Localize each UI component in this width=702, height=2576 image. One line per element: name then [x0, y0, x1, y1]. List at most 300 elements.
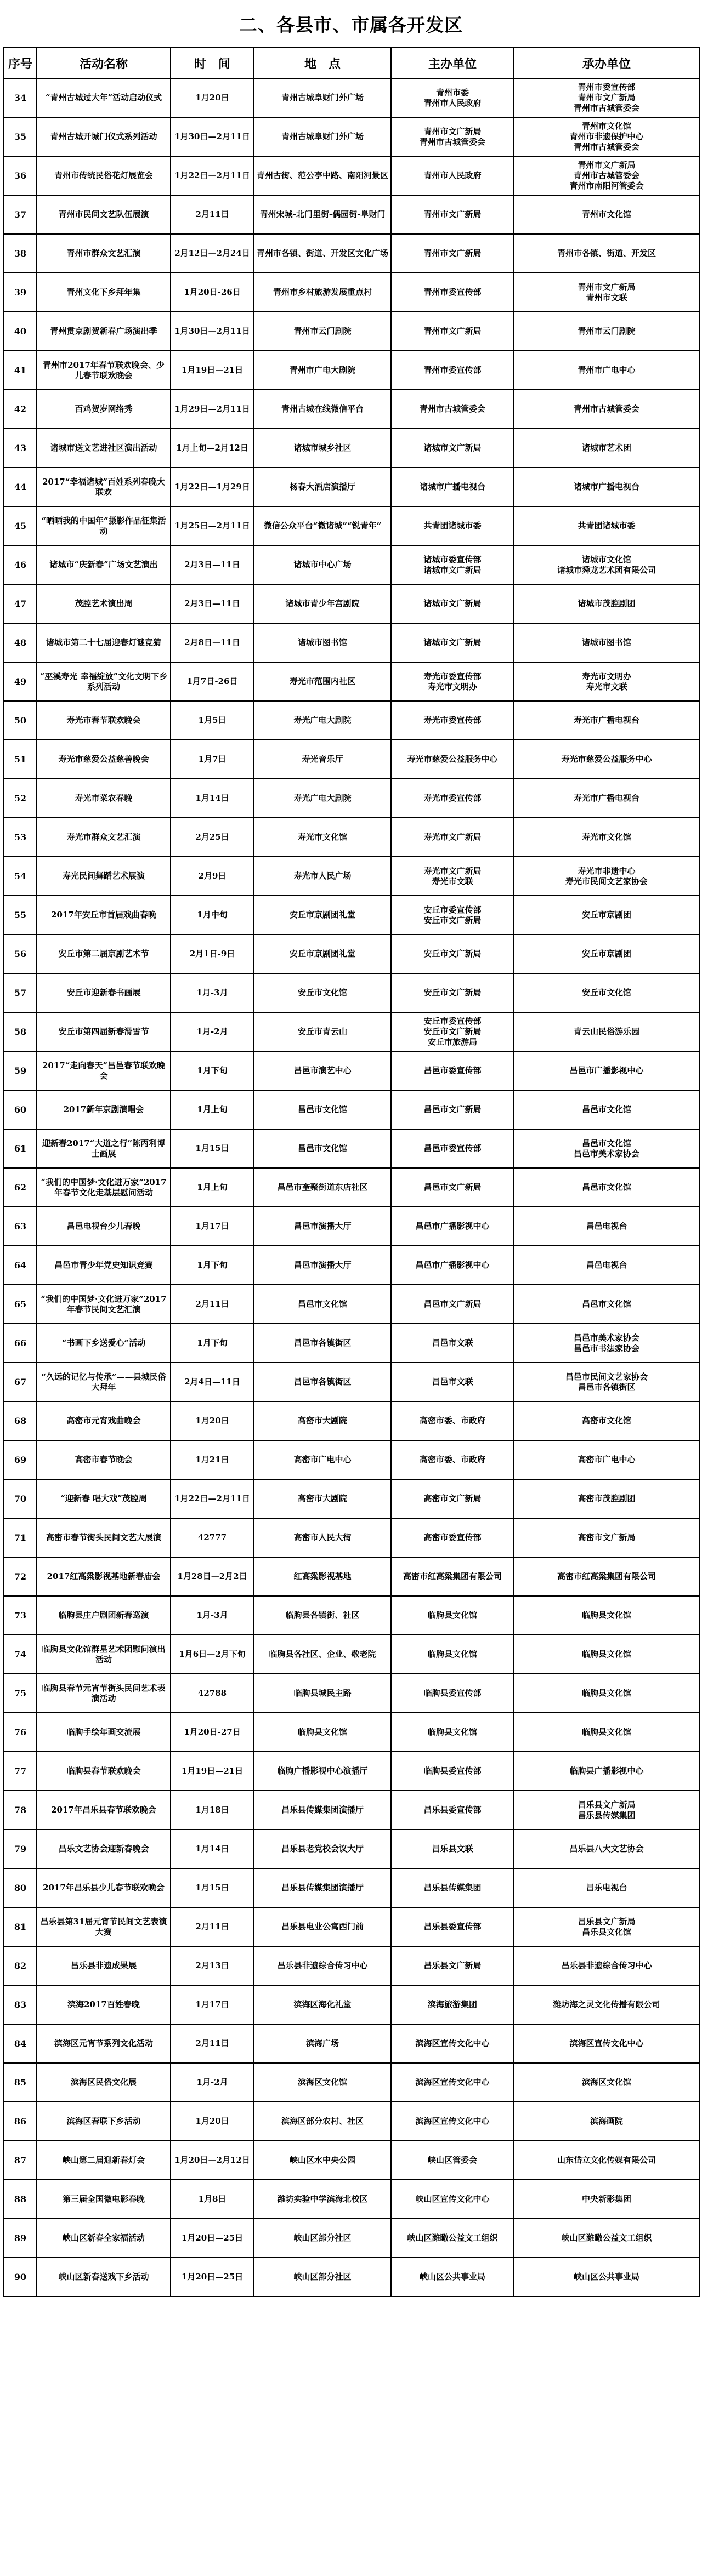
seq-cell: 55 — [4, 896, 37, 934]
host-cell: 临朐县文化馆 — [391, 1596, 514, 1635]
host-cell: 昌乐县委宣传部 — [391, 1791, 514, 1830]
table-row — [4, 662, 699, 701]
location-cell: 寿光市人民广场 — [254, 857, 391, 896]
activity-name-cell: 2017“幸福诸城”百姓系列春晚大联欢 — [37, 468, 171, 506]
seq-cell: 58 — [4, 1012, 37, 1051]
time-cell: 1月20日—2月12日 — [171, 2141, 254, 2180]
time-cell: 1月14日 — [171, 1830, 254, 1868]
seq-cell: 35 — [4, 117, 37, 156]
location-cell: 诸城市图书馆 — [254, 623, 391, 662]
location-cell: 临朐县各社区、企业、敬老院 — [254, 1635, 391, 1674]
seq-cell: 79 — [4, 1830, 37, 1868]
activity-name-cell: 2017年昌乐县春节联欢晚会 — [37, 1791, 171, 1830]
time-cell: 1月20日 — [171, 1401, 254, 1440]
location-cell: 昌乐县老党校会议大厅 — [254, 1830, 391, 1868]
seq-cell: 45 — [4, 506, 37, 545]
host-cell: 寿光市文广新局 寿光市文联 — [391, 857, 514, 896]
organizer-cell: 青州市古城管委会 — [514, 390, 699, 429]
time-cell: 1月22日—2月11日 — [171, 1479, 254, 1518]
table-row — [4, 857, 699, 896]
seq-cell: 43 — [4, 429, 37, 468]
activity-name-cell: 寿光市慈爱公益慈善晚会 — [37, 740, 171, 779]
table-row — [4, 1635, 699, 1674]
seq-cell: 78 — [4, 1791, 37, 1830]
activity-name-cell: 峡山区新春全家福活动 — [37, 2219, 171, 2258]
time-cell: 1月6日—2月下旬 — [171, 1635, 254, 1674]
seq-cell: 84 — [4, 2024, 37, 2063]
location-cell: 安丘市京剧团礼堂 — [254, 896, 391, 934]
seq-cell: 64 — [4, 1246, 37, 1285]
header-time: 时 间 — [171, 48, 254, 78]
activity-name-cell: 安丘市第四届新春滑雪节 — [37, 1012, 171, 1051]
seq-cell: 86 — [4, 2102, 37, 2141]
seq-cell: 48 — [4, 623, 37, 662]
location-cell: 寿光市范围内社区 — [254, 662, 391, 701]
organizer-cell: 寿光市文明办 寿光市文联 — [514, 662, 699, 701]
table-row — [4, 2258, 699, 2296]
location-cell: 青州市乡村旅游发展重点村 — [254, 273, 391, 312]
host-cell: 诸城市委宣传部 诸城市文广新局 — [391, 545, 514, 584]
host-cell: 昌邑市文广新局 — [391, 1168, 514, 1207]
seq-cell: 88 — [4, 2180, 37, 2219]
time-cell: 2月25日 — [171, 818, 254, 857]
activity-name-cell: “我们的中国梦·文化进万家”2017年春节民间文艺汇演 — [37, 1285, 171, 1324]
organizer-cell: 峡山区潍瞰公益文工组织 — [514, 2219, 699, 2258]
activity-name-cell: “久远的记忆与传承”——县城民俗大拜年 — [37, 1363, 171, 1401]
location-cell: 红高粱影视基地 — [254, 1557, 391, 1596]
organizer-cell: 青州市文广新局 青州市文联 — [514, 273, 699, 312]
organizer-cell: 昌邑市美术家协会 昌邑市书法家协会 — [514, 1324, 699, 1363]
table-row — [4, 1479, 699, 1518]
seq-cell: 51 — [4, 740, 37, 779]
host-cell: 昌邑市文联 — [391, 1324, 514, 1363]
location-cell: 青州古城在线微信平台 — [254, 390, 391, 429]
organizer-cell: 临朐县广播影视中心 — [514, 1752, 699, 1791]
seq-cell: 68 — [4, 1401, 37, 1440]
title-bar — [3, 0, 699, 47]
time-cell: 1月17日 — [171, 1207, 254, 1246]
location-cell: 寿光广电大剧院 — [254, 779, 391, 818]
time-cell: 2月11日 — [171, 1285, 254, 1324]
organizer-cell: 共青团诸城市委 — [514, 506, 699, 545]
location-cell: 高密市大剧院 — [254, 1479, 391, 1518]
host-cell: 临朐县委宣传部 — [391, 1752, 514, 1791]
table-row — [4, 468, 699, 506]
table-row — [4, 2102, 699, 2141]
host-cell: 高密市委、市政府 — [391, 1401, 514, 1440]
seq-cell: 57 — [4, 973, 37, 1012]
location-cell: 滨海区海化礼堂 — [254, 1985, 391, 2024]
time-cell: 2月3日—11日 — [171, 545, 254, 584]
location-cell: 潍坊实验中学滨海北校区 — [254, 2180, 391, 2219]
time-cell: 1月20日—25日 — [171, 2219, 254, 2258]
time-cell: 1月25日—2月11日 — [171, 506, 254, 545]
time-cell: 2月11日 — [171, 195, 254, 234]
activity-name-cell: 寿光市菜农春晚 — [37, 779, 171, 818]
organizer-cell: 高密市广电中心 — [514, 1440, 699, 1479]
host-cell: 滨海区宣传文化中心 — [391, 2024, 514, 2063]
time-cell: 1月15日 — [171, 1129, 254, 1168]
table-row — [4, 779, 699, 818]
location-cell: 昌邑市文化馆 — [254, 1285, 391, 1324]
activity-name-cell: 诸城市送文艺进社区演出活动 — [37, 429, 171, 468]
table-row — [4, 934, 699, 973]
seq-cell: 76 — [4, 1713, 37, 1752]
time-cell: 1月上旬 — [171, 1168, 254, 1207]
host-cell: 青州市文广新局 — [391, 195, 514, 234]
location-cell: 临朐县文化馆 — [254, 1713, 391, 1752]
activity-name-cell: 青州市传统民俗花灯展览会 — [37, 156, 171, 195]
table-row — [4, 1752, 699, 1791]
organizer-cell: 临朐县文化馆 — [514, 1596, 699, 1635]
organizer-cell: 青州市云门剧院 — [514, 312, 699, 351]
location-cell: 诸城市中心广场 — [254, 545, 391, 584]
activity-name-cell: 峡山区新春送戏下乡活动 — [37, 2258, 171, 2296]
seq-cell: 59 — [4, 1051, 37, 1090]
host-cell: 共青团诸城市委 — [391, 506, 514, 545]
location-cell: 昌邑市文化馆 — [254, 1090, 391, 1129]
time-cell: 2月11日 — [171, 2024, 254, 2063]
seq-cell: 66 — [4, 1324, 37, 1363]
organizer-cell: 昌邑电视台 — [514, 1246, 699, 1285]
location-cell: 安丘市青云山 — [254, 1012, 391, 1051]
seq-cell: 67 — [4, 1363, 37, 1401]
location-cell: 昌邑市演播大厅 — [254, 1207, 391, 1246]
events-table — [3, 47, 700, 2297]
organizer-cell: 昌邑电视台 — [514, 1207, 699, 1246]
time-cell: 2月9日 — [171, 857, 254, 896]
organizer-cell: 诸城市茂腔剧团 — [514, 584, 699, 623]
time-cell: 2月8日—11日 — [171, 623, 254, 662]
host-cell: 青州市人民政府 — [391, 156, 514, 195]
organizer-cell: 昌乐县非遗综合传习中心 — [514, 1946, 699, 1985]
organizer-cell: 临朐县文化馆 — [514, 1635, 699, 1674]
host-cell: 昌邑市文联 — [391, 1363, 514, 1401]
activity-name-cell: 青州市群众文艺汇演 — [37, 234, 171, 273]
host-cell: 滨海区宣传文化中心 — [391, 2063, 514, 2102]
time-cell: 42777 — [171, 1518, 254, 1557]
location-cell: 昌邑市文化馆 — [254, 1129, 391, 1168]
host-cell: 临朐县委宣传部 — [391, 1674, 514, 1713]
host-cell: 峡山区宣传文化中心 — [391, 2180, 514, 2219]
organizer-cell: 安丘市京剧团 — [514, 934, 699, 973]
organizer-cell: 青州市文化馆 青州市非遗保护中心 青州市古城管委会 — [514, 117, 699, 156]
activity-name-cell: 高密市春节街头民间文艺大展演 — [37, 1518, 171, 1557]
seq-cell: 50 — [4, 701, 37, 740]
host-cell: 滨海旅游集团 — [391, 1985, 514, 2024]
location-cell: 昌乐县传媒集团演播厅 — [254, 1791, 391, 1830]
host-cell: 青州市委宣传部 — [391, 273, 514, 312]
organizer-cell: 昌邑市文化馆 — [514, 1285, 699, 1324]
organizer-cell: 高密市文化馆 — [514, 1401, 699, 1440]
location-cell: 安丘市文化馆 — [254, 973, 391, 1012]
organizer-cell: 山东岱立文化传媒有限公司 — [514, 2141, 699, 2180]
organizer-cell: 滨海画院 — [514, 2102, 699, 2141]
time-cell: 1月8日 — [171, 2180, 254, 2219]
time-cell: 1月15日 — [171, 1868, 254, 1907]
organizer-cell: 临朐县文化馆 — [514, 1713, 699, 1752]
location-cell: 峡山区部分社区 — [254, 2219, 391, 2258]
host-cell: 昌邑市委宣传部 — [391, 1051, 514, 1090]
organizer-cell: 昌乐县八大文艺协会 — [514, 1830, 699, 1868]
seq-cell: 54 — [4, 857, 37, 896]
activity-name-cell: 滨海区元宵节系列文化活动 — [37, 2024, 171, 2063]
time-cell: 2月13日 — [171, 1946, 254, 1985]
organizer-cell: 青云山民俗游乐园 — [514, 1012, 699, 1051]
organizer-cell: 滨海区宣传文化中心 — [514, 2024, 699, 2063]
time-cell: 2月11日 — [171, 1907, 254, 1946]
host-cell: 诸城市文广新局 — [391, 429, 514, 468]
table-body — [4, 78, 699, 2296]
table-row — [4, 1868, 699, 1907]
organizer-cell: 寿光市文化馆 — [514, 818, 699, 857]
organizer-cell: 青州市文化馆 — [514, 195, 699, 234]
organizer-cell: 青州市文广新局 青州市古城管委会 青州市南阳河管委会 — [514, 156, 699, 195]
table-row — [4, 429, 699, 468]
seq-cell: 52 — [4, 779, 37, 818]
time-cell: 2月1日-9日 — [171, 934, 254, 973]
time-cell: 2月4日—11日 — [171, 1363, 254, 1401]
time-cell: 1月-3月 — [171, 1596, 254, 1635]
seq-cell: 34 — [4, 78, 37, 117]
host-cell: 临朐县文化馆 — [391, 1713, 514, 1752]
table-row — [4, 1985, 699, 2024]
time-cell: 1月21日 — [171, 1440, 254, 1479]
host-cell: 昌邑市委宣传部 — [391, 1129, 514, 1168]
organizer-cell: 昌邑市文化馆 昌邑市美术家协会 — [514, 1129, 699, 1168]
organizer-cell: 寿光市广播电视台 — [514, 701, 699, 740]
time-cell: 1月18日 — [171, 1791, 254, 1830]
activity-name-cell: 2017年安丘市首届戏曲春晚 — [37, 896, 171, 934]
location-cell: 昌邑市奎聚街道东店社区 — [254, 1168, 391, 1207]
host-cell: 昌乐县委宣传部 — [391, 1907, 514, 1946]
seq-cell: 38 — [4, 234, 37, 273]
seq-cell: 77 — [4, 1752, 37, 1791]
activity-name-cell: 寿光民间舞蹈艺术展演 — [37, 857, 171, 896]
activity-name-cell: 百鸡贺岁网络秀 — [37, 390, 171, 429]
header-host: 主办单位 — [391, 48, 514, 78]
location-cell: 青州宋城-北门里街-偶园街-阜财门 — [254, 195, 391, 234]
host-cell: 青州市委宣传部 — [391, 351, 514, 390]
location-cell: 青州市广电大剧院 — [254, 351, 391, 390]
activity-name-cell: 昌乐县第31届元宵节民间文艺表演大赛 — [37, 1907, 171, 1946]
organizer-cell: 诸城市艺术团 — [514, 429, 699, 468]
table-row — [4, 506, 699, 545]
location-cell: 青州市云门剧院 — [254, 312, 391, 351]
organizer-cell: 潍坊海之灵文化传播有限公司 — [514, 1985, 699, 2024]
time-cell: 1月上旬—2月12日 — [171, 429, 254, 468]
seq-cell: 39 — [4, 273, 37, 312]
seq-cell: 56 — [4, 934, 37, 973]
activity-name-cell: 滨海区春联下乡活动 — [37, 2102, 171, 2141]
seq-cell: 72 — [4, 1557, 37, 1596]
activity-name-cell: 滨海区民俗文化展 — [37, 2063, 171, 2102]
seq-cell: 74 — [4, 1635, 37, 1674]
location-cell: 高密市广电中心 — [254, 1440, 391, 1479]
seq-cell: 49 — [4, 662, 37, 701]
location-cell: 诸城市城乡社区 — [254, 429, 391, 468]
activity-name-cell: 诸城市“庆新春”广场文艺演出 — [37, 545, 171, 584]
time-cell: 1月-2月 — [171, 2063, 254, 2102]
activity-name-cell: 诸城市第二十七届迎春灯谜竞猜 — [37, 623, 171, 662]
organizer-cell: 昌乐电视台 — [514, 1868, 699, 1907]
page-title: 二、各县市、市属各开发区 — [239, 14, 463, 36]
table-row — [4, 1518, 699, 1557]
host-cell: 安丘市委宣传部 安丘市文广新局 — [391, 896, 514, 934]
table-row — [4, 390, 699, 429]
location-cell: 青州古城阜财门外广场 — [254, 78, 391, 117]
time-cell: 1月20日 — [171, 2102, 254, 2141]
location-cell: 峡山区水中央公园 — [254, 2141, 391, 2180]
table-row — [4, 623, 699, 662]
host-cell: 青州市委 青州市人民政府 — [391, 78, 514, 117]
time-cell: 1月20日-27日 — [171, 1713, 254, 1752]
table-row — [4, 117, 699, 156]
host-cell: 峡山区潍瞰公益文工组织 — [391, 2219, 514, 2258]
activity-name-cell: “青州古城过大年”活动启动仪式 — [37, 78, 171, 117]
location-cell: 高密市大剧院 — [254, 1401, 391, 1440]
host-cell: 寿光市慈爱公益服务中心 — [391, 740, 514, 779]
activity-name-cell: “我们的中国梦·文化进万家”2017年春节文化走基层慰问活动 — [37, 1168, 171, 1207]
host-cell: 青州市古城管委会 — [391, 390, 514, 429]
organizer-cell: 昌乐县文广新局 昌乐县传媒集团 — [514, 1791, 699, 1830]
time-cell: 1月19日—21日 — [171, 1752, 254, 1791]
table-row — [4, 2219, 699, 2258]
seq-cell: 40 — [4, 312, 37, 351]
time-cell: 2月3日—11日 — [171, 584, 254, 623]
header-seq: 序号 — [4, 48, 37, 78]
activity-name-cell: 滨海2017百姓春晚 — [37, 1985, 171, 2024]
seq-cell: 47 — [4, 584, 37, 623]
seq-cell: 44 — [4, 468, 37, 506]
host-cell: 昌邑市广播影视中心 — [391, 1246, 514, 1285]
time-cell: 1月-3月 — [171, 973, 254, 1012]
table-row — [4, 1090, 699, 1129]
time-cell: 1月20日—25日 — [171, 2258, 254, 2296]
table-row — [4, 545, 699, 584]
location-cell: 寿光广电大剧院 — [254, 701, 391, 740]
seq-cell: 36 — [4, 156, 37, 195]
activity-name-cell: 茂腔艺术演出周 — [37, 584, 171, 623]
host-cell: 寿光市委宣传部 — [391, 779, 514, 818]
location-cell: 青州古城阜财门外广场 — [254, 117, 391, 156]
organizer-cell: 高密市茂腔剧团 — [514, 1479, 699, 1518]
location-cell: 高密市人民大街 — [254, 1518, 391, 1557]
host-cell: 滨海区宣传文化中心 — [391, 2102, 514, 2141]
organizer-cell: 青州市各镇、街道、开发区 — [514, 234, 699, 273]
organizer-cell: 滨海区文化馆 — [514, 2063, 699, 2102]
organizer-cell: 寿光市非遗中心 寿光市民间文艺家协会 — [514, 857, 699, 896]
host-cell: 高密市红高粱集团有限公司 — [391, 1557, 514, 1596]
seq-cell: 41 — [4, 351, 37, 390]
table-row — [4, 1324, 699, 1363]
location-cell: 寿光音乐厅 — [254, 740, 391, 779]
organizer-cell: 昌邑市文化馆 — [514, 1090, 699, 1129]
location-cell: 临朐县各镇街、社区 — [254, 1596, 391, 1635]
location-cell: 安丘市京剧团礼堂 — [254, 934, 391, 973]
activity-name-cell: “巫溪寿光 幸福绽放”文化文明下乡系列活动 — [37, 662, 171, 701]
host-cell: 安丘市委宣传部 安丘市文广新局 安丘市旅游局 — [391, 1012, 514, 1051]
organizer-cell: 寿光市慈爱公益服务中心 — [514, 740, 699, 779]
time-cell: 1月下旬 — [171, 1051, 254, 1090]
seq-cell: 73 — [4, 1596, 37, 1635]
table-row — [4, 78, 699, 117]
seq-cell: 83 — [4, 1985, 37, 2024]
time-cell: 1月7日-26日 — [171, 662, 254, 701]
location-cell: 昌邑市演播大厅 — [254, 1246, 391, 1285]
activity-name-cell: 昌邑市青少年党史知识竞赛 — [37, 1246, 171, 1285]
host-cell: 高密市委、市政府 — [391, 1440, 514, 1479]
host-cell: 峡山区公共事业局 — [391, 2258, 514, 2296]
table-row — [4, 1129, 699, 1168]
table-row — [4, 1401, 699, 1440]
organizer-cell: 昌邑市民间文艺家协会 昌邑市各镇街区 — [514, 1363, 699, 1401]
location-cell: 昌邑市演艺中心 — [254, 1051, 391, 1090]
location-cell: 昌乐县电业公寓西门前 — [254, 1907, 391, 1946]
activity-name-cell: 第三届全国微电影春晚 — [37, 2180, 171, 2219]
table-row — [4, 351, 699, 390]
host-cell: 昌乐县传媒集团 — [391, 1868, 514, 1907]
activity-name-cell: 2017“走向春天”昌邑春节联欢晚会 — [37, 1051, 171, 1090]
table-row — [4, 273, 699, 312]
activity-name-cell: 高密市春节晚会 — [37, 1440, 171, 1479]
time-cell: 1月上旬 — [171, 1090, 254, 1129]
host-cell: 安丘市文广新局 — [391, 973, 514, 1012]
organizer-cell: 青州市委宣传部 青州市文广新局 青州市古城管委会 — [514, 78, 699, 117]
activity-name-cell: 寿光市春节联欢晚会 — [37, 701, 171, 740]
table-row — [4, 1246, 699, 1285]
table-row — [4, 818, 699, 857]
table-row — [4, 2024, 699, 2063]
organizer-cell: 诸城市广播电视台 — [514, 468, 699, 506]
table-row — [4, 1557, 699, 1596]
host-cell: 寿光市委宣传部 寿光市文明办 — [391, 662, 514, 701]
location-cell: 昌乐县非遗综合传习中心 — [254, 1946, 391, 1985]
host-cell: 峡山区管委会 — [391, 2141, 514, 2180]
seq-cell: 65 — [4, 1285, 37, 1324]
organizer-cell: 诸城市文化馆 诸城市舜龙艺术团有限公司 — [514, 545, 699, 584]
seq-cell: 42 — [4, 390, 37, 429]
table-row — [4, 1168, 699, 1207]
time-cell: 1月20日 — [171, 78, 254, 117]
table-row — [4, 1051, 699, 1090]
location-cell: 昌邑市各镇街区 — [254, 1363, 391, 1401]
activity-name-cell: “书画下乡送爱心”活动 — [37, 1324, 171, 1363]
location-cell: 微信公众平台“微诸城”“锐青年” — [254, 506, 391, 545]
organizer-cell: 青州市广电中心 — [514, 351, 699, 390]
location-cell: 诸城市青少年宫剧院 — [254, 584, 391, 623]
activity-name-cell: 峡山第二届迎新春灯会 — [37, 2141, 171, 2180]
time-cell: 1月29日—2月11日 — [171, 390, 254, 429]
table-row — [4, 896, 699, 934]
organizer-cell: 临朐县文化馆 — [514, 1674, 699, 1713]
header-row — [4, 48, 699, 78]
time-cell: 1月中旬 — [171, 896, 254, 934]
activity-name-cell: 安丘市迎新春书画展 — [37, 973, 171, 1012]
table-row — [4, 1907, 699, 1946]
table-row — [4, 701, 699, 740]
host-cell: 昌邑市文广新局 — [391, 1090, 514, 1129]
time-cell: 1月30日—2月11日 — [171, 117, 254, 156]
host-cell: 安丘市文广新局 — [391, 934, 514, 973]
activity-name-cell: “晒晒我的中国年”摄影作品征集活动 — [37, 506, 171, 545]
table-row — [4, 1791, 699, 1830]
table-row — [4, 234, 699, 273]
table-row — [4, 584, 699, 623]
seq-cell: 82 — [4, 1946, 37, 1985]
table-row — [4, 973, 699, 1012]
organizer-cell: 安丘市文化馆 — [514, 973, 699, 1012]
